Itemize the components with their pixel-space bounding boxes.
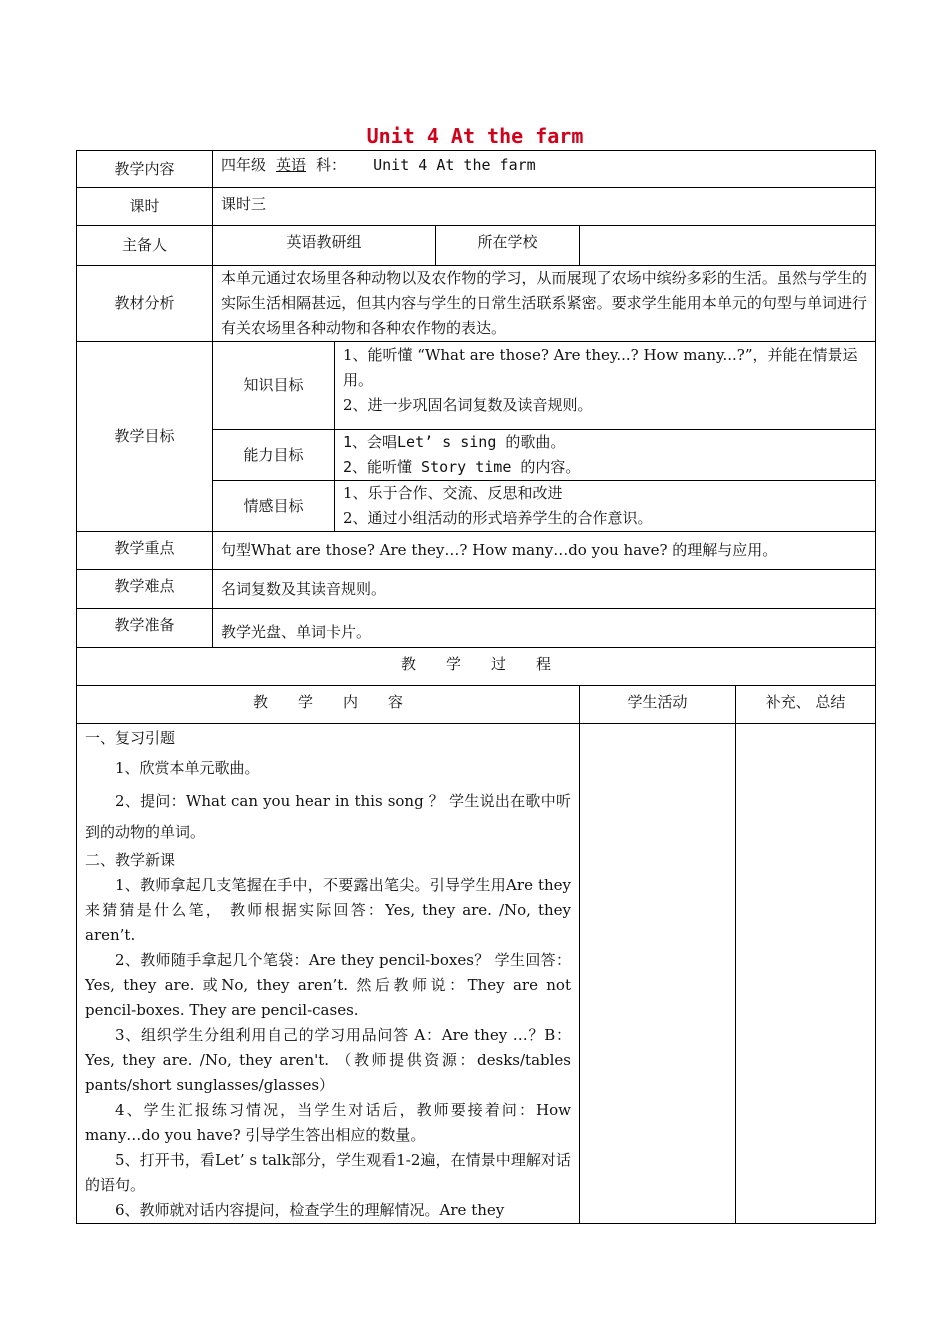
emotion-label: 情感目标: [213, 481, 335, 532]
row-goal-knowledge: [77, 342, 876, 430]
process-item: 4、学生汇报练习情况，当学生对话后，教师要接着问：How many…do you have? 引导学生答出相应的数量。: [85, 1101, 571, 1144]
ability-line-2: 2、能听懂 Story time 的内容。: [343, 458, 581, 476]
content-value: [213, 151, 876, 188]
process-item: 一、复习引题: [85, 729, 176, 747]
process-item: 3、组织学生分组利用自己的学习用品问答 A：Are they …？B： Yes, they are. /No, they aren't. （教师提供资源：desks/tables pants/short sunglasses/glasses）: [85, 1026, 571, 1094]
ability-text: [335, 430, 876, 481]
row-process-columns: [77, 686, 876, 724]
col-student: 学生活动: [580, 686, 736, 724]
process-item: 1、欣赏本单元歌曲。: [115, 759, 260, 777]
grade: 四年级: [221, 156, 267, 174]
row-analysis: [77, 266, 876, 342]
key-points-label: 教学重点: [77, 532, 213, 570]
emotion-text: [335, 481, 876, 532]
preparer-label: 主备人: [77, 226, 213, 266]
preparation-value: 教学光盘、单词卡片。: [213, 609, 876, 648]
analysis-label: 教材分析: [77, 266, 213, 342]
knowledge-line-2: 2、进一步巩固名词复数及读音规则。: [343, 396, 593, 414]
lesson-label: 课时: [77, 188, 213, 226]
process-item: 2、教师随手拿起几个笔袋：Are they pencil-boxes？ 学生回答：Yes, they are. 或No, they aren’t. 然后教师说：They are not pencil-boxes. They are pencil-cases.: [85, 951, 571, 1019]
student-activity-cell: [580, 724, 736, 1224]
content-label: 教学内容: [77, 151, 213, 188]
row-preparer: [77, 226, 876, 266]
process-item: 6、教师就对话内容提问，检查学生的理解情况。Are they: [115, 1201, 505, 1219]
goals-label: 教学目标: [77, 342, 213, 532]
row-preparation: [77, 609, 876, 648]
subject-suffix: 科：: [316, 156, 347, 174]
difficulties-value: 名词复数及其读音规则。: [213, 570, 876, 609]
preparation-label: 教学准备: [77, 609, 213, 648]
difficulties-label: 教学难点: [77, 570, 213, 609]
preparer-value: 英语教研组: [213, 226, 436, 266]
key-points-value: 句型What are those? Are they…? How many…do you have? 的理解与应用。: [213, 532, 876, 570]
lesson-value: 课时三: [213, 188, 876, 226]
process-item: 1、教师拿起几支笔握在手中，不要露出笔尖。引导学生用Are they来猜猜是什么笔， 教师根据实际回答：Yes, they are. /No, they aren’t.: [85, 876, 571, 944]
page-title: Unit 4 At the farm: [366, 124, 584, 148]
col-content: 教 学 内 容: [77, 686, 580, 724]
unit-name: Unit 4 At the farm: [373, 156, 536, 174]
process-item: 二、教学新课: [85, 851, 176, 869]
lesson-plan-table: [76, 150, 876, 1224]
analysis-text: 本单元通过农场里各种动物以及农作物的学习，从而展现了农场中缤纷多彩的生活。虽然与学生的实际生活相隔甚远，但其内容与学生的日常生活联系紧密。要求学生能用本单元的句型与单词进行有关农场里各种动物和各种农作物的表达。: [213, 266, 876, 342]
knowledge-line-1: 1、能听懂 “What are those? Are they...? How many...?”，并能在情景运用。: [343, 346, 858, 389]
row-process-heading: [77, 648, 876, 686]
knowledge-text: [335, 342, 876, 430]
row-process-body: [77, 724, 876, 1224]
ability-line-1: 1、会唱Let’ s sing 的歌曲。: [343, 433, 566, 451]
process-content: [77, 724, 580, 1224]
emotion-line-1: 1、乐于合作、交流、反思和改进: [343, 484, 563, 502]
school-label: 所在学校: [436, 226, 580, 266]
notes-cell: [736, 724, 876, 1224]
process-heading: 教 学 过 程: [77, 648, 876, 686]
row-lesson: [77, 188, 876, 226]
row-difficulties: [77, 570, 876, 609]
ability-label: 能力目标: [213, 430, 335, 481]
row-content: [77, 151, 876, 188]
row-key-points: [77, 532, 876, 570]
emotion-line-2: 2、通过小组活动的形式培养学生的合作意识。: [343, 509, 653, 527]
col-notes: 补充、 总结: [736, 686, 876, 724]
school-value: [580, 226, 876, 266]
subject: 英语: [276, 156, 307, 174]
knowledge-label: 知识目标: [213, 342, 335, 430]
process-item: 5、打开书，看Let’ s talk部分，学生观看1-2遍，在情景中理解对话的语句。: [85, 1151, 571, 1194]
process-item: 2、提问：What can you hear in this song ？ 学生说出在歌中听到的动物的单词。: [85, 792, 571, 841]
